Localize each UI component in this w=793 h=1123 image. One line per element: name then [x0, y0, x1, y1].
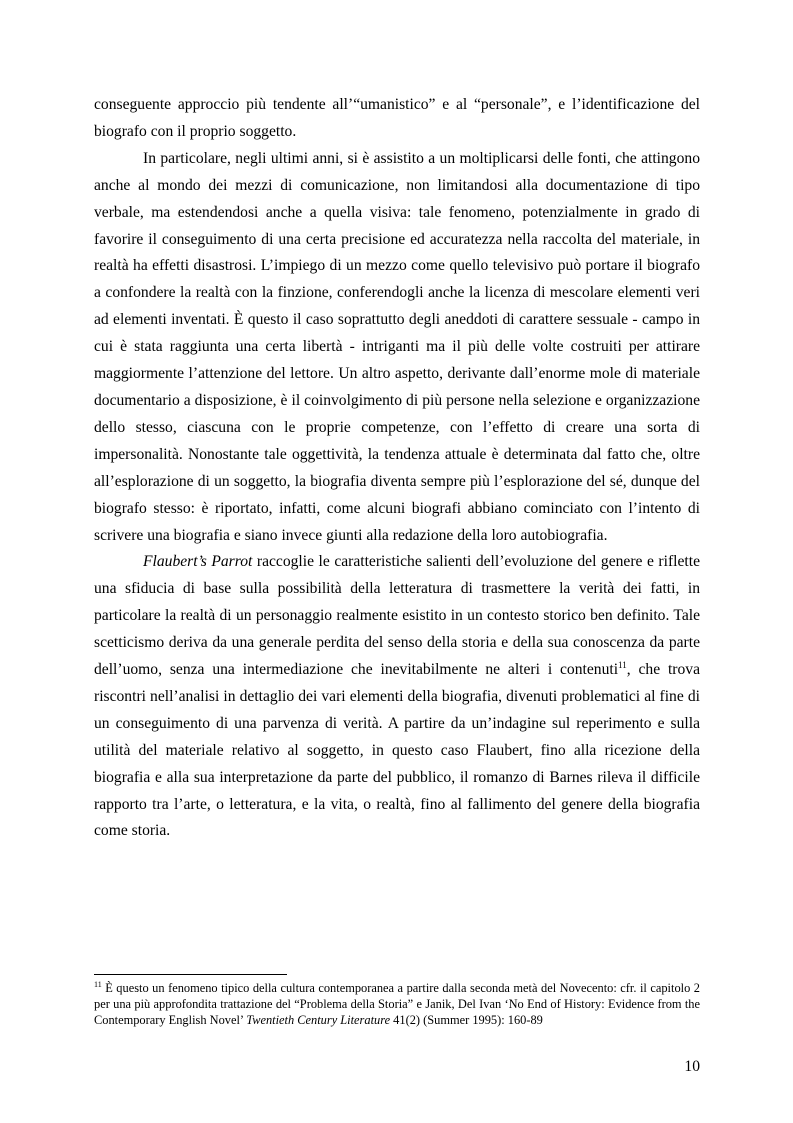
- footnote: [94, 980, 700, 1029]
- paragraph-continuation: conseguente approccio più tendente all’“umanistico” e al “personale”, e l’identificazione del biografo con il proprio soggetto.: [94, 96, 700, 140]
- footnote-reference[interactable]: 11: [618, 659, 627, 670]
- footnote-text-part-1: È questo un fenomeno tipico della cultura contemporanea a partire dalla seconda metà del Novecento: cfr. il capitolo 2 per una più approfondita trattazione del “Problema della Storia” e Janik, Del Ivan ‘No End of History: Evidence from the Contemporary English Novel’: [94, 981, 700, 1028]
- footnote-divider: [94, 974, 287, 975]
- page-body: [94, 92, 700, 845]
- book-title: Flaubert’s Parrot: [143, 553, 253, 571]
- page-number: 10: [684, 1058, 700, 1075]
- paragraph-flauberts-parrot: [94, 549, 700, 845]
- footnote-number: 11: [94, 979, 102, 989]
- footnote-text-part-2: 41(2) (Summer 1995): 160-89: [390, 1013, 543, 1028]
- journal-title: Twentieth Century Literature: [246, 1013, 391, 1028]
- paragraph-sources: In particolare, negli ultimi anni, si è assistito a un moltiplicarsi delle fonti, che attingono anche al mondo dei mezzi di comunicazione, non limitandosi alla documentazione di tipo verbale, ma estendendosi anche a quella visiva: tale fenomeno, potenzialmente in grado di favorire il conseguimento di una certa precisione ed accuratezza nella raccolta del materiale, in realtà ha effetti disastrosi. L’impiego di un mezzo come quello televisivo può portare il biografo a confondere la realtà con la finzione, conferendogli anche la licenza di mescolare elementi veri ad elementi inventati. È questo il caso soprattutto degli aneddoti di carattere sessuale - campo in cui è stata raggiunta una certa libertà - intriganti ma il più delle volte costruiti per attirare maggiormente l’attenzione del lettore. Un altro aspetto, derivante dall’enorme mole di materiale documentario a disposizione, è il coinvolgimento di più persone nella selezione e organizzazione dello stesso, ciascuna con le proprie competenze, con l’effetto di creare una sorta di impersonalità. Nonostante tale oggettività, la tendenza attuale è determinata dal fatto che, oltre all’esplorazione di un soggetto, la biografia diventa sempre più l’esplorazione del sé, dunque del biografo stesso: è riportato, infatti, come alcuni biografi abbiano cominciato con l’intento di scrivere una biografia e siano invece giunti alla redazione della loro autobiografia.: [94, 149, 700, 544]
- paragraph-text-part-2: , che trova riscontri nell’analisi in dettaglio dei vari elementi della biografia, divenuti problematici al fine di un conseguimento di una parvenza di verità. A partire da un’indagine sul reperimento e sulla utilità del materiale relativo al soggetto, in questo caso Flaubert, fino alla ricezione della biografia e alla sua interpretazione da parte del pubblico, il romanzo di Barnes rileva il difficile rapporto tra l’arte, o letteratura, e la vita, o realtà, fino al fallimento del genere della biografia come storia.: [94, 661, 701, 840]
- paragraph-text-part-1: raccoglie le caratteristiche salienti dell’evoluzione del genere e riflette una sfiducia di base sulla possibilità della letteratura di trasmettere la verità dei fatti, in particolare la realtà di un personaggio realmente esistito in un contesto storico ben definito. Tale scetticismo deriva da una generale perdita del senso della storia e della sua conoscenza da parte dell’uomo, senza una intermediazione che inevitabilmente ne alteri i contenuti: [94, 553, 700, 679]
